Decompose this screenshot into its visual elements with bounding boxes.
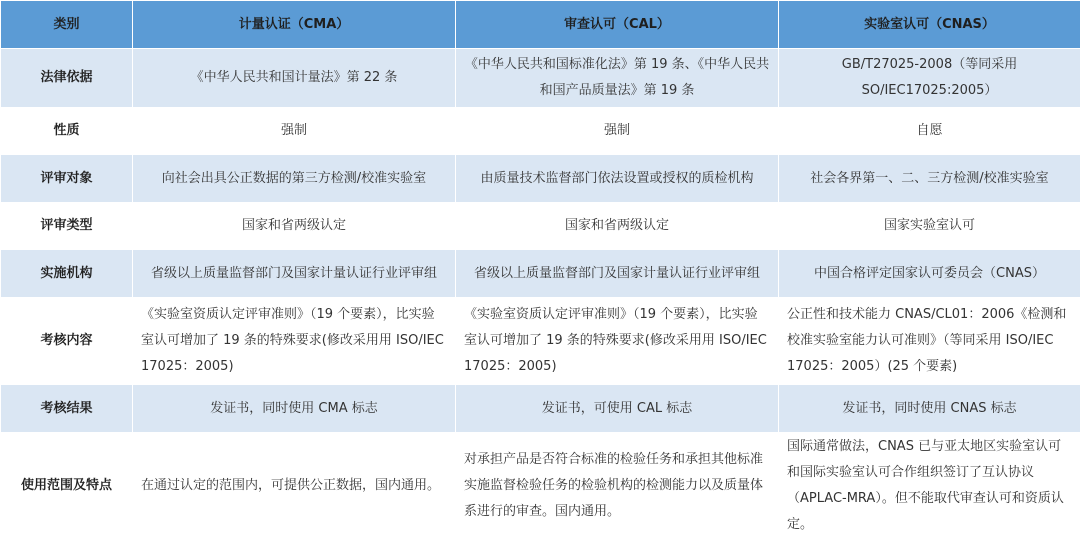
cell-cma-legal-basis: 《中华人民共和国计量法》第 22 条: [133, 49, 456, 108]
cell-cal-implementing-body: 省级以上质量监督部门及国家计量认证行业评审组: [456, 250, 779, 298]
header-cma: 计量认证（CMA）: [133, 1, 456, 49]
cell-cal-assessment-content: 《实验室资质认定评审准则》（19 个要素），比实验室认可增加了 19 条的特殊要求(修改采用用 ISO/IEC 17025：2005): [456, 298, 779, 385]
cell-cnas-legal-basis: GB/T27025-2008（等同采用 SO/IEC17025:2005）: [779, 49, 1080, 108]
cell-cal-scope-features: 对承担产品是否符合标准的检验任务和承担其他标准实施监督检验任务的检验机构的检测能力以及质量体系进行的审查。国内通用。: [456, 433, 779, 540]
table-row: [1, 385, 1080, 433]
table-row: [1, 49, 1080, 108]
row-label-nature: 性质: [1, 108, 133, 155]
table-row: [1, 108, 1080, 155]
header-row: [1, 1, 1080, 49]
table-row: [1, 250, 1080, 298]
row-label-assessment-content: 考核内容: [1, 298, 133, 385]
row-label-review-object: 评审对象: [1, 155, 133, 203]
cell-cnas-assessment-content: 公正性和技术能力 CNAS/CL01：2006《检测和校准实验室能力认可准则》（等同采用 ISO/IEC 17025：2005）(25 个要素): [779, 298, 1080, 385]
cell-cma-assessment-content: 《实验室资质认定评审准则》（19 个要素），比实验室认可增加了 19 条的特殊要求(修改采用用 ISO/IEC 17025：2005): [133, 298, 456, 385]
row-label-legal-basis: 法律依据: [1, 49, 133, 108]
table-row: [1, 203, 1080, 250]
table-row: [1, 433, 1080, 540]
cell-cma-nature: 强制: [133, 108, 456, 155]
cell-cnas-review-type: 国家实验室认可: [779, 203, 1080, 250]
cell-cma-assessment-result: 发证书，同时使用 CMA 标志: [133, 385, 456, 433]
row-label-assessment-result: 考核结果: [1, 385, 133, 433]
header-cal: 审查认可（CAL）: [456, 1, 779, 49]
cell-cnas-implementing-body: 中国合格评定国家认可委员会（CNAS）: [779, 250, 1080, 298]
cell-cnas-nature: 自愿: [779, 108, 1080, 155]
row-label-implementing-body: 实施机构: [1, 250, 133, 298]
cell-cnas-assessment-result: 发证书，同时使用 CNAS 标志: [779, 385, 1080, 433]
cell-cal-legal-basis: 《中华人民共和国标准化法》第 19 条、《中华人民共和国产品质量法》第 19 条: [456, 49, 779, 108]
table-row: [1, 298, 1080, 385]
cell-cnas-scope-features: 国际通常做法，CNAS 已与亚太地区实验室认可和国际实验室认可合作组织签订了互认协议（APLAC-MRA）。但不能取代审查认可和资质认定。: [779, 433, 1080, 540]
cell-cnas-review-object: 社会各界第一、二、三方检测/校准实验室: [779, 155, 1080, 203]
row-label-scope-features: 使用范围及特点: [1, 433, 133, 540]
cell-cma-review-type: 国家和省两级认定: [133, 203, 456, 250]
cell-cma-review-object: 向社会出具公正数据的第三方检测/校准实验室: [133, 155, 456, 203]
cell-cal-nature: 强制: [456, 108, 779, 155]
header-category: 类别: [1, 1, 133, 49]
cell-cal-review-type: 国家和省两级认定: [456, 203, 779, 250]
row-label-review-type: 评审类型: [1, 203, 133, 250]
cell-cma-implementing-body: 省级以上质量监督部门及国家计量认证行业评审组: [133, 250, 456, 298]
table-row: [1, 155, 1080, 203]
cell-cal-review-object: 由质量技术监督部门依法设置或授权的质检机构: [456, 155, 779, 203]
cell-cal-assessment-result: 发证书，可使用 CAL 标志: [456, 385, 779, 433]
header-cnas: 实验室认可（CNAS）: [779, 1, 1080, 49]
cell-cma-scope-features: 在通过认定的范围内，可提供公正数据，国内通用。: [133, 433, 456, 540]
